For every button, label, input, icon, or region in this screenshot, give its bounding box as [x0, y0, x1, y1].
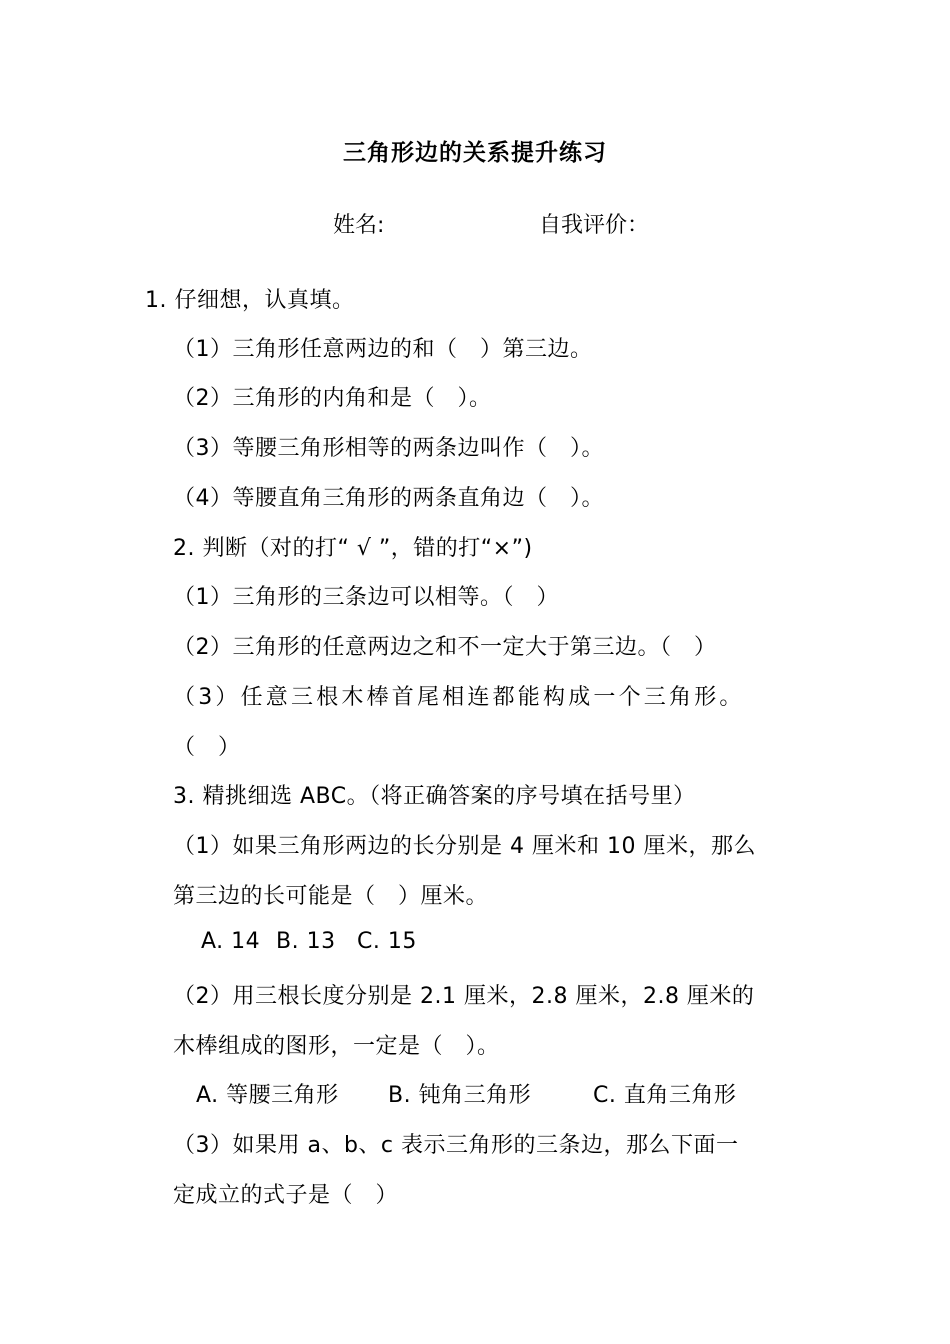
q3-item-2-option-c: C. 直角三角形: [593, 1083, 737, 1108]
q1-item-4: （4）等腰直角三角形的两条直角边（ ）。: [173, 486, 604, 511]
q1-item-1: （1）三角形任意两边的和（ ）第三边。: [173, 337, 593, 362]
q3-item-2-option-a: A. 等腰三角形: [196, 1083, 339, 1108]
q3-item-2-option-b: B. 钝角三角形: [388, 1083, 532, 1108]
q3-item-1-option-c: C. 15: [357, 929, 417, 954]
q2-item-1: （1）三角形的三条边可以相等。（ ）: [173, 585, 559, 610]
self-evaluation-label: 自我评价：: [539, 213, 650, 238]
q3-heading: 3. 精挑细选 ABC。（将正确答案的序号填在括号里）: [173, 784, 696, 809]
name-label: 姓名:: [333, 213, 385, 238]
q2-item-3-bracket: （ ）: [173, 735, 241, 760]
q3-item-2-line-1: （2）用三根长度分别是 2.1 厘米，2.8 厘米，2.8 厘米的: [173, 984, 755, 1009]
q2-item-2: （2）三角形的任意两边之和不一定大于第三边。（ ）: [173, 635, 717, 660]
q3-item-1-line-1: （1）如果三角形两边的长分别是 4 厘米和 10 厘米，那么: [173, 834, 756, 859]
page-title: 三角形边的关系提升练习: [343, 140, 607, 166]
q2-heading: 2. 判断（对的打“ √ ”，错的打“×”): [173, 536, 533, 561]
q3-item-3-line-1: （3）如果用 a、b、c 表示三角形的三条边，那么下面一: [173, 1133, 739, 1158]
q3-item-1-line-2: 第三边的长可能是（ ）厘米。: [173, 884, 489, 909]
q3-item-2-line-2: 木棒组成的图形，一定是（ ）。: [173, 1034, 500, 1059]
q3-item-1-option-b: B. 13: [276, 929, 336, 954]
q3-item-1-option-a: A. 14: [201, 929, 261, 954]
q1-item-3: （3）等腰三角形相等的两条边叫作（ ）。: [173, 436, 604, 461]
q1-item-2: （2）三角形的内角和是（ ）。: [173, 386, 492, 411]
q1-heading: 1. 仔细想，认真填。: [145, 288, 355, 313]
q2-item-3: （3）任意三根木棒首尾相连都能构成一个三角形。: [173, 685, 745, 710]
q3-item-3-line-2: 定成立的式子是（ ）: [173, 1183, 399, 1208]
